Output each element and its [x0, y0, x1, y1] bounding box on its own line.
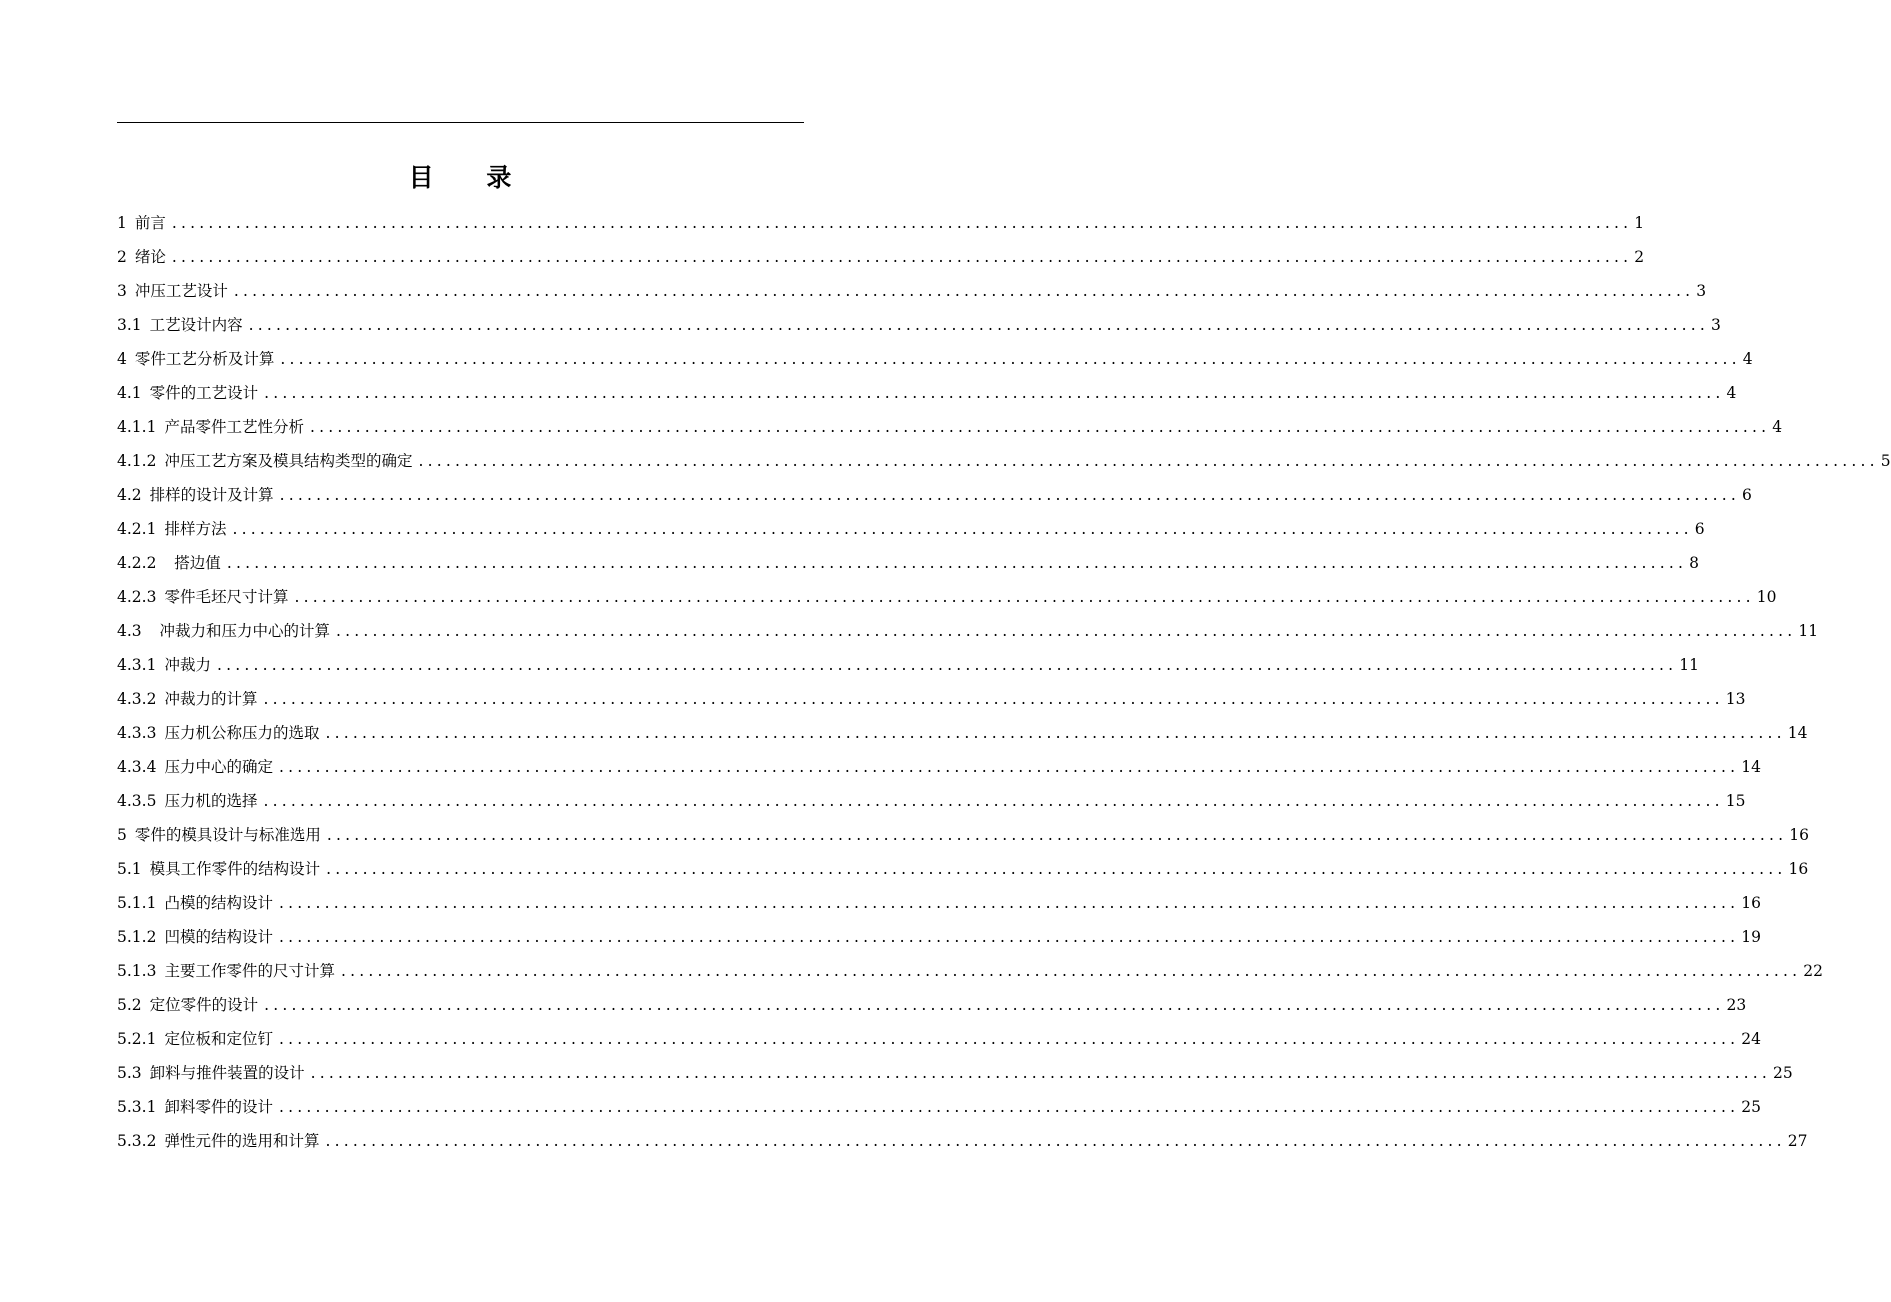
toc-entry[interactable] — [117, 1056, 1793, 1090]
toc-dot-leader: ................................................................................................................................................................ — [226, 554, 1688, 572]
toc-entry[interactable] — [117, 784, 1746, 818]
toc-dot-leader: ................................................................................................................................................................ — [294, 588, 1755, 606]
toc-dot-leader: ................................................................................................................................................................ — [278, 758, 1740, 776]
toc-entry-page: 2 — [1634, 248, 1645, 266]
toc-entry-number: 1 — [117, 214, 127, 232]
toc-entry-title: 工艺设计内容 — [149, 316, 243, 334]
toc-dot-leader: ................................................................................................................................................................ — [278, 928, 1740, 946]
toc-entry-number: 4.3.1 — [117, 656, 157, 674]
toc-entry-number: 4.3.3 — [117, 724, 157, 742]
toc-entry-title: 排样的设计及计算 — [149, 486, 274, 504]
toc-entry-number: 5.1.3 — [117, 962, 157, 980]
toc-entry-number: 5 — [117, 826, 127, 844]
toc-entry-page: 1 — [1634, 214, 1645, 232]
toc-entry-title: 凸模的结构设计 — [164, 894, 273, 912]
toc-entry[interactable] — [117, 444, 1891, 478]
toc-entry-page: 13 — [1725, 690, 1746, 708]
toc-entry[interactable] — [117, 308, 1721, 342]
toc-entry-number: 5.2.1 — [117, 1030, 157, 1048]
toc-dot-leader: ................................................................................................................................................................ — [326, 860, 1787, 878]
toc-entry[interactable] — [117, 716, 1808, 750]
toc-entry-number: 5.3.1 — [117, 1098, 157, 1116]
toc-entry[interactable] — [117, 988, 1747, 1022]
toc-title: 目 录 — [408, 163, 534, 192]
toc-entry[interactable] — [117, 682, 1746, 716]
toc-dot-leader: ................................................................................................................................................................ — [310, 1064, 1771, 1082]
toc-entry-title: 压力中心的确定 — [164, 758, 273, 776]
toc-entry-number: 4.2.3 — [117, 588, 157, 606]
toc-entry-number: 4.3 — [117, 622, 142, 640]
toc-entry-page: 19 — [1741, 928, 1762, 946]
toc-entry[interactable] — [117, 1090, 1762, 1124]
toc-entry[interactable] — [117, 376, 1737, 410]
toc-entry-page: 24 — [1741, 1030, 1762, 1048]
toc-entry[interactable] — [117, 750, 1762, 784]
toc-entry[interactable] — [117, 954, 1824, 988]
toc-dot-leader: ................................................................................................................................................................ — [233, 282, 1695, 300]
toc-entry-title: 模具工作零件的结构设计 — [149, 860, 321, 878]
toc-dot-leader: ................................................................................................................................................................ — [171, 248, 1633, 266]
toc-entry-number: 4 — [117, 350, 127, 368]
toc-entry-title: 卸料零件的设计 — [164, 1098, 273, 1116]
toc-entry-number: 3 — [117, 282, 127, 300]
toc-entry-page: 23 — [1726, 996, 1747, 1014]
toc-entry-title: 冲压工艺设计 — [134, 282, 228, 300]
toc-entry-title: 卸料与推件装置的设计 — [149, 1064, 305, 1082]
toc-entry-title: 压力机公称压力的选取 — [164, 724, 320, 742]
toc-entry-title: 绪论 — [134, 248, 166, 266]
toc-dot-leader: ................................................................................................................................................................ — [171, 214, 1633, 232]
toc-entry-number: 5.1 — [117, 860, 142, 878]
toc-entry-number: 5.1.1 — [117, 894, 157, 912]
toc-dot-leader: ................................................................................................................................................................ — [248, 316, 1709, 334]
toc-entry-page: 25 — [1773, 1064, 1793, 1082]
toc-entry-number: 2 — [117, 248, 127, 266]
toc-entry-page: 27 — [1787, 1132, 1808, 1150]
toc-entry-number: 5.3 — [117, 1064, 142, 1082]
toc-entry-page: 22 — [1803, 962, 1824, 980]
toc-entry-page: 10 — [1756, 588, 1777, 606]
table-of-contents — [117, 206, 1891, 1158]
toc-dot-leader: ................................................................................................................................................................ — [278, 1030, 1740, 1048]
toc-entry[interactable] — [117, 614, 1819, 648]
toc-dot-leader: ................................................................................................................................................................ — [263, 690, 1724, 708]
toc-entry-number: 3.1 — [117, 316, 142, 334]
toc-entry-number: 4.1.2 — [117, 452, 157, 470]
toc-entry-page: 16 — [1741, 894, 1762, 912]
toc-entry-page: 16 — [1788, 860, 1809, 878]
toc-dot-leader: ................................................................................................................................................................ — [326, 826, 1788, 844]
toc-dot-leader: ................................................................................................................................................................ — [278, 894, 1740, 912]
toc-entry-page: 25 — [1741, 1098, 1762, 1116]
toc-entry-number: 4.2.2 — [117, 554, 157, 572]
toc-entry-title: 零件的模具设计与标准选用 — [134, 826, 321, 844]
toc-entry[interactable] — [117, 512, 1705, 546]
toc-dot-leader: ................................................................................................................................................................ — [418, 452, 1879, 470]
toc-entry[interactable] — [117, 410, 1783, 444]
toc-entry[interactable] — [117, 1124, 1808, 1158]
toc-entry-number: 4.2.1 — [117, 520, 157, 538]
toc-dot-leader: ................................................................................................................................................................ — [309, 418, 1771, 436]
toc-entry-title: 弹性元件的选用和计算 — [164, 1132, 320, 1150]
toc-dot-leader: ................................................................................................................................................................ — [325, 724, 1786, 742]
toc-entry-title: 冲裁力和压力中心的计算 — [149, 622, 331, 640]
toc-entry-page: 16 — [1789, 826, 1809, 844]
toc-entry-title: 冲压工艺方案及模具结构类型的确定 — [164, 452, 413, 470]
toc-entry-title: 定位零件的设计 — [149, 996, 259, 1014]
toc-entry-number: 4.3.2 — [117, 690, 157, 708]
toc-dot-leader: ................................................................................................................................................................ — [232, 520, 1693, 538]
toc-entry[interactable] — [117, 580, 1777, 614]
toc-entry-number: 5.2 — [117, 996, 142, 1014]
toc-entry[interactable] — [117, 852, 1809, 886]
toc-entry-number: 5.1.2 — [117, 928, 157, 946]
toc-entry[interactable] — [117, 920, 1762, 954]
toc-dot-leader: ................................................................................................................................................................ — [279, 486, 1740, 504]
toc-entry-title: 排样方法 — [164, 520, 227, 538]
toc-entry-page: 3 — [1696, 282, 1707, 300]
toc-entry[interactable] — [117, 1022, 1762, 1056]
toc-dot-leader: ................................................................................................................................................................ — [280, 350, 1741, 368]
toc-entry-page: 6 — [1694, 520, 1705, 538]
toc-entry-page: 8 — [1689, 554, 1700, 572]
toc-entry-number: 4.2 — [117, 486, 142, 504]
toc-entry[interactable] — [117, 546, 1700, 580]
toc-dot-leader: ................................................................................................................................................................ — [264, 996, 1725, 1014]
toc-entry-page: 11 — [1798, 622, 1819, 640]
toc-entry[interactable] — [117, 206, 1645, 240]
toc-dot-leader: ................................................................................................................................................................ — [264, 384, 1725, 402]
toc-entry-title: 主要工作零件的尺寸计算 — [164, 962, 335, 980]
toc-entry-page: 4 — [1772, 418, 1783, 436]
toc-entry-title: 定位板和定位钉 — [164, 1030, 273, 1048]
toc-dot-leader: ................................................................................................................................................................ — [263, 792, 1724, 810]
toc-dot-leader: ................................................................................................................................................................ — [325, 1132, 1786, 1150]
toc-entry[interactable] — [117, 886, 1762, 920]
toc-entry-page: 6 — [1742, 486, 1752, 504]
toc-entry-title: 零件毛坯尺寸计算 — [164, 588, 289, 606]
toc-entry-page: 5 — [1880, 452, 1891, 470]
toc-entry[interactable] — [117, 478, 1752, 512]
toc-entry[interactable] — [117, 818, 1809, 852]
toc-entry-page: 14 — [1741, 758, 1762, 776]
toc-entry-title: 凹模的结构设计 — [164, 928, 273, 946]
toc-entry[interactable] — [117, 342, 1753, 376]
toc-entry-number: 5.3.2 — [117, 1132, 157, 1150]
toc-entry-page: 11 — [1679, 656, 1700, 674]
toc-entry-number: 4.3.5 — [117, 792, 157, 810]
toc-entry[interactable] — [117, 648, 1700, 682]
toc-entry[interactable] — [117, 240, 1645, 274]
toc-dot-leader: ................................................................................................................................................................ — [336, 622, 1797, 640]
toc-entry[interactable] — [117, 274, 1707, 308]
toc-entry-title: 搭边值 — [164, 554, 221, 572]
toc-entry-page: 4 — [1726, 384, 1737, 402]
toc-entry-title: 冲裁力 — [164, 656, 211, 674]
toc-entry-page: 3 — [1711, 316, 1721, 334]
toc-dot-leader: ................................................................................................................................................................ — [216, 656, 1678, 674]
toc-entry-number: 4.1 — [117, 384, 142, 402]
toc-entry-page: 4 — [1742, 350, 1753, 368]
toc-entry-number: 4.3.4 — [117, 758, 157, 776]
toc-entry-number: 4.1.1 — [117, 418, 157, 436]
toc-entry-title: 产品零件工艺性分析 — [164, 418, 304, 436]
toc-entry-page: 15 — [1725, 792, 1746, 810]
toc-dot-leader: ................................................................................................................................................................ — [340, 962, 1802, 980]
toc-dot-leader: ................................................................................................................................................................ — [278, 1098, 1740, 1116]
toc-entry-title: 冲裁力的计算 — [164, 690, 258, 708]
header-rule — [117, 122, 804, 123]
toc-entry-title: 压力机的选择 — [164, 792, 258, 810]
toc-entry-title: 零件的工艺设计 — [149, 384, 259, 402]
toc-entry-title: 零件工艺分析及计算 — [134, 350, 275, 368]
toc-entry-title: 前言 — [134, 214, 166, 232]
toc-entry-page: 14 — [1787, 724, 1808, 742]
